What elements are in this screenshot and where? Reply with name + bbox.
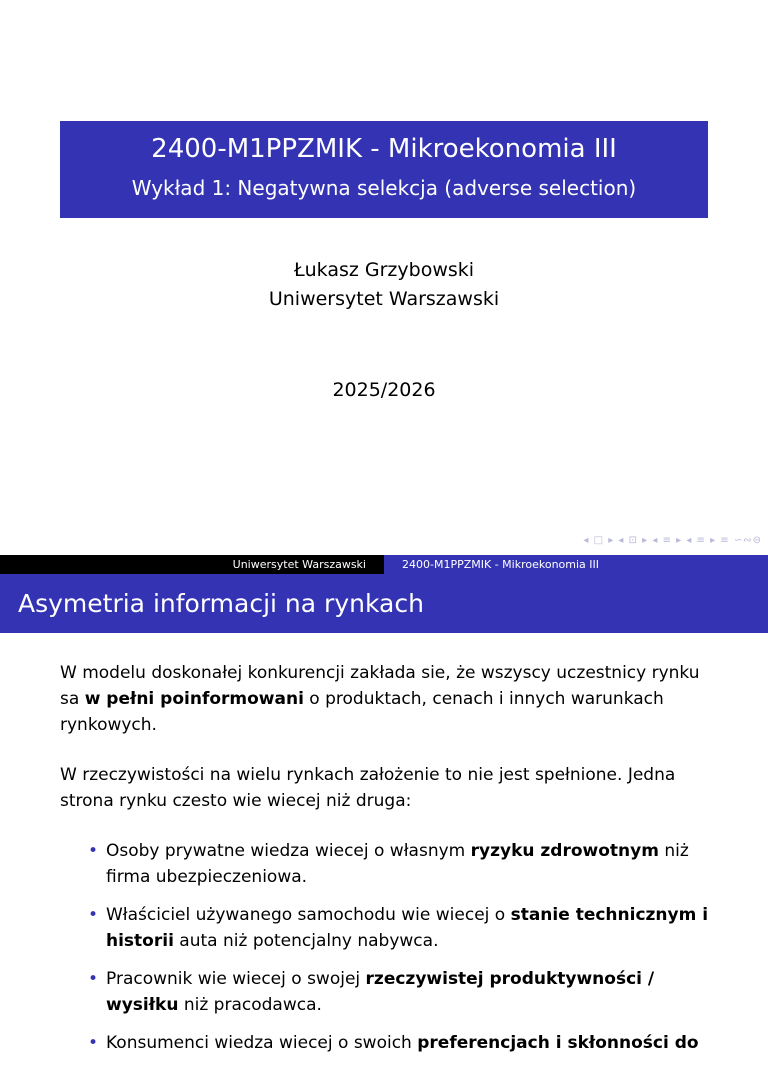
list-item-text-end: niż pracodawca.	[178, 995, 322, 1015]
headline-institution: Uniwersytet Warszawski	[232, 558, 366, 571]
list-item-bold: rzeczywistej produktywności / wysiłku	[106, 969, 655, 1015]
paragraph-2: W rzeczywistości na wielu rynkach założenie to nie jest spełnione. Jedna strona rynku czesto wie wiecej niż druga:	[60, 765, 676, 811]
bullet-icon: •	[88, 841, 99, 861]
list-item	[60, 966, 710, 1018]
paragraph-1-bold: w pełni poinformowani	[84, 689, 304, 709]
paragraph-1-text: W modelu doskonałej konkurencji zakłada sie, że wszyscy uczestnicy rynku sa	[60, 663, 700, 709]
list-item-text: Konsumenci wiedza wiecej o swoich	[106, 1033, 418, 1053]
list-item	[60, 1030, 710, 1056]
slide-headline	[0, 555, 768, 574]
title-block	[60, 121, 708, 218]
author-name: Łukasz Grzybowski	[293, 259, 475, 281]
presentation-date: 2025/2026	[332, 379, 436, 401]
presentation-title: 2400-M1PPZMIK - Mikroekonomia III	[151, 134, 617, 164]
list-item-text: Pracownik wie wiecej o swojej	[106, 969, 366, 989]
presentation-subtitle: Wykład 1: Negatywna selekcja (adverse selection)	[131, 176, 637, 200]
paragraph-1-text-end: o produktach, cenach i innych warunkach rynkowych.	[60, 689, 664, 735]
author-block	[0, 256, 768, 314]
list-item-text: Właściciel używanego samochodu wie wiecej o	[106, 905, 511, 925]
headline-right	[384, 555, 768, 574]
headline-left	[0, 555, 384, 574]
paragraph-1	[60, 660, 710, 738]
list-item-text-end: auta niż potencjalny nabywca.	[173, 931, 439, 951]
bullet-icon: •	[88, 1033, 99, 1053]
slide-content	[60, 660, 710, 1068]
list-item	[60, 838, 710, 890]
author-institution: Uniwersytet Warszawski	[268, 288, 500, 310]
list-item-text: Osoby prywatne wiedza wiecej o własnym	[106, 841, 471, 861]
list-item-text-end: niż firma ubezpieczeniowa.	[106, 841, 689, 887]
bullet-icon: •	[88, 969, 99, 989]
list-item-bold: preferencjach i skłonności do	[417, 1033, 699, 1053]
beamer-navigation-symbols[interactable]: ◂ □ ▸ ◂ ⊡ ▸ ◂ ≡ ▸ ◂ ≡ ▸ ≡ ∽∾⊖	[583, 535, 762, 546]
list-item-bold: ryzyku zdrowotnym	[470, 841, 659, 861]
frame-title: Asymetria informacji na rynkach	[18, 589, 424, 618]
list-item	[60, 902, 710, 954]
headline-course: 2400-M1PPZMIK - Mikroekonomia III	[402, 558, 600, 571]
frame-title-bar	[0, 574, 768, 633]
list-item-bold: stanie technicznym i historii	[106, 905, 709, 951]
bullet-list	[60, 838, 710, 1056]
bullet-icon: •	[88, 905, 99, 925]
